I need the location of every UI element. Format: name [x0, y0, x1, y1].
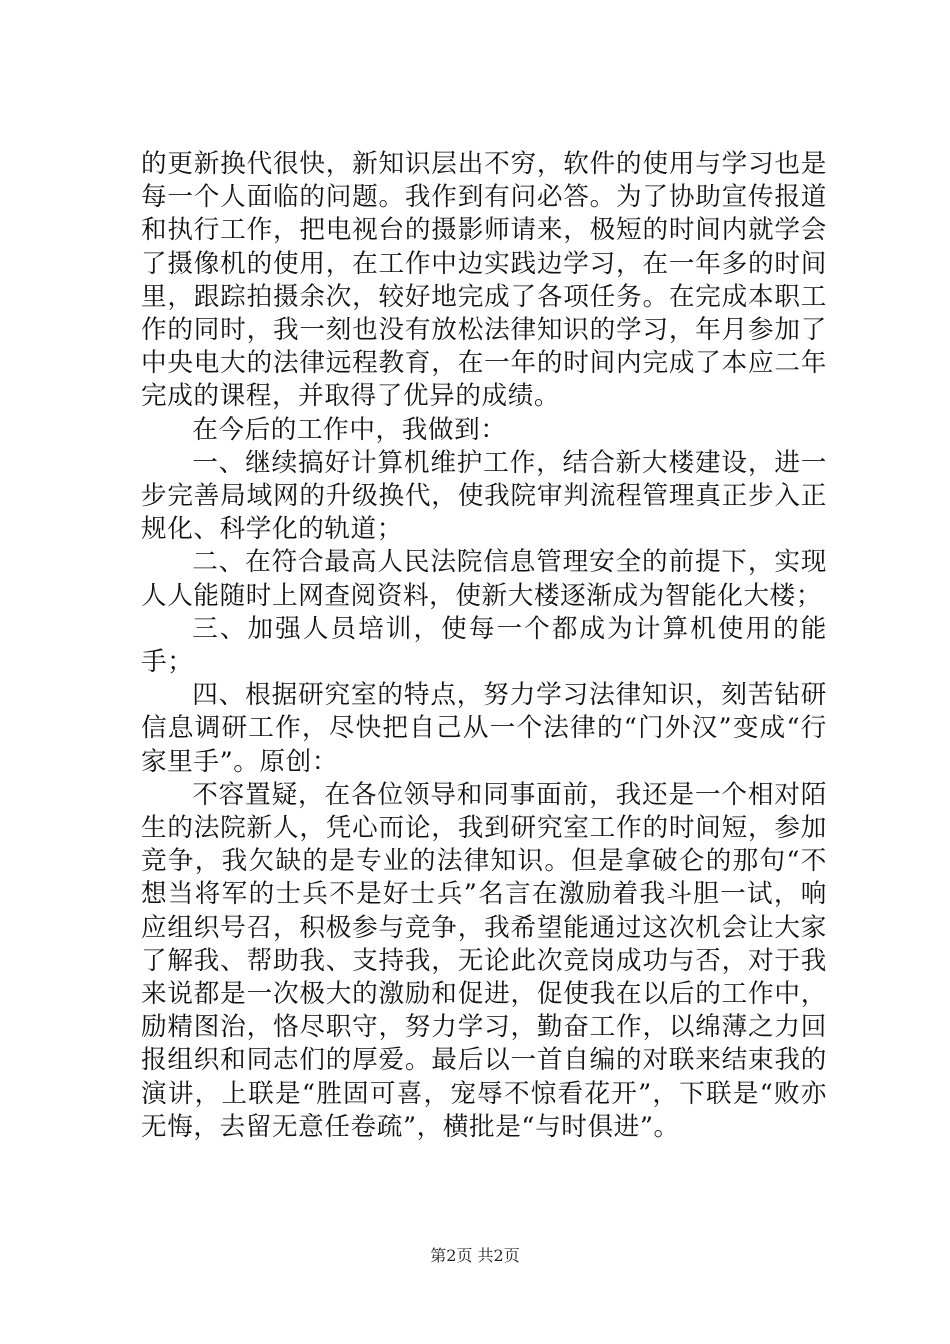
paragraph-4: 二、在符合最高人民法院信息管理安全的前提下，实现人人能随时上网查阅资料，使新大楼逐渐成为智能化大楼；	[141, 547, 827, 611]
paragraph-5: 三、加强人员培训，使每一个都成为计算机使用的能手；	[141, 613, 827, 678]
paragraph-3: 一、继续搞好计算机维护工作，结合新大楼建设，进一步完善局域网的升级换代，使我院审判流程管理真正步入正规化、科学化的轨道；	[141, 447, 827, 545]
paragraph-2: 在今后的工作中，我做到：	[192, 414, 507, 445]
paragraph-7: 不容置疑，在各位领导和同事面前，我还是一个相对陌生的法院新人，凭心而论，我到研究室工作的时间短，参加竞争，我欠缺的是专业的法律知识。但是拿破仑的那句“不想当将军的士兵不是好士兵”名言在激励着我斗胆一试，响应组织号召，积极参与竞争，我希望能通过这次机会让大家了解我、帮助我、支持我，无论此次竞岗成功与否，对于我来说都是一次极大的激励和促进，促使我在以后的工作中，励精图治，恪尽职守，努力学习，勤奋工作，以绵薄之力回报组织和同志们的厚爱。最后以一首自编的对联来结束我的演讲，上联是“胜固可喜，宠辱不惊看花开”，下联是“败亦无悔，去留无意任卷疏”，横批是“与时俱进”。	[141, 779, 827, 1142]
paragraph-1: 的更新换代很快，新知识层出不穷，软件的使用与学习也是每一个人面临的问题。我作到有问必答。为了协助宣传报道和执行工作，把电视台的摄影师请来，极短的时间内就学会了摄像机的使用，在工作中边实践边学习，在一年多的时间里，跟踪拍摄余次，较好地完成了各项任务。在完成本职工作的同时，我一刻也没有放松法律知识的学习，年月参加了中央电大的法律远程教育，在一年的时间内完成了本应二年完成的课程，并取得了优异的成绩。	[141, 149, 827, 412]
document-body	[141, 148, 827, 1144]
paragraph-6: 四、根据研究室的特点，努力学习法律知识，刻苦钻研信息调研工作，尽快把自己从一个法律的“门外汉”变成“行家里手”。原创：	[141, 680, 827, 777]
page-footer: 第2页 共2页	[430, 1246, 520, 1265]
